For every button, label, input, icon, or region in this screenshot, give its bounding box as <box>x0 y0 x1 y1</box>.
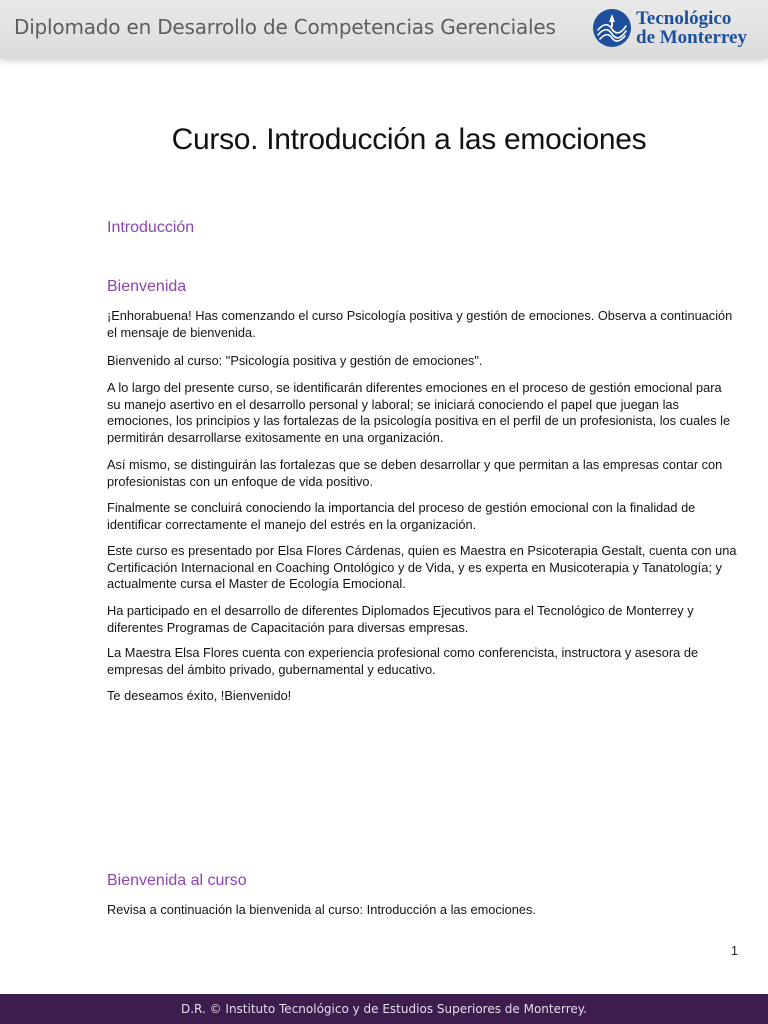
section-heading-introduccion: Introducción <box>107 219 195 236</box>
paragraph: Revisa a continuación la bienvenida al curso: Introducción a las emociones. <box>107 902 536 917</box>
copyright-notice: D.R. © Instituto Tecnológico y de Estudios Superiores de Monterrey. <box>181 1002 587 1016</box>
document-title: Curso. Introducción a las emociones <box>171 123 647 156</box>
tec-de-monterrey-logo-icon <box>592 8 632 48</box>
logo-wordmark <box>636 9 747 47</box>
paragraph: Ha participado en el desarrollo de diferentes Diplomados Ejecutivos para el Tecnológico de Monterrey y diferentes Programas de Capacitación para diversas empresas. <box>107 603 694 635</box>
paragraph: A lo largo del presente curso, se identificarán diferentes emociones en el proceso de gestión emocional para su manejo asertivo en el desarrollo personal y laboral; se iniciará conociendo el papel que juegan las emociones, los principios y las fortalezas de la psicología positiva en el perfil de un profesionista, los cuales le permitirán desarrollarse exitosamente en una organización. <box>107 380 731 445</box>
paragraph: Te deseamos éxito, !Bienvenido! <box>107 688 292 703</box>
page-header <box>0 0 768 58</box>
page-footer <box>0 994 768 1024</box>
paragraph: ¡Enhorabuena! Has comenzando el curso Psicología positiva y gestión de emociones. Observa a continuación el mensaje de bienvenida. <box>107 308 733 340</box>
logo-text-line2: de Monterrey <box>636 27 747 48</box>
header-title: Diplomado en Desarrollo de Competencias Gerenciales <box>14 15 556 39</box>
section-heading-bienvenida: Bienvenida <box>107 278 187 295</box>
section-heading-bienvenida-al-curso: Bienvenida al curso <box>107 872 247 889</box>
institution-logo <box>592 8 752 52</box>
paragraph: Bienvenido al curso: "Psicología positiva y gestión de emociones". <box>107 353 483 368</box>
paragraph: La Maestra Elsa Flores cuenta con experiencia profesional como conferencista, instructora y asesora de empresas del ámbito privado, gubernamental y educativo. <box>107 645 699 677</box>
paragraph: Este curso es presentado por Elsa Flores Cárdenas, quien es Maestra en Psicoterapia Gestalt, cuenta con una Certificación Internacional en Coaching Ontológico y de Vida, y es experta en Musicoterapia y Tanatología; y actualmente cursa el Master de Ecología Emocional. <box>107 543 737 591</box>
page-number: 1 <box>731 944 738 958</box>
paragraph: Finalmente se concluirá conociendo la importancia del proceso de gestión emocional con la finalidad de identificar correctamente el manejo del estrés en la organización. <box>107 500 696 532</box>
logo-text-line1: Tecnológico <box>636 8 732 29</box>
paragraph: Así mismo, se distinguirán las fortalezas que se deben desarrollar y que permitan a las empresas contar con profesionistas con un enfoque de vida positivo. <box>107 457 723 489</box>
